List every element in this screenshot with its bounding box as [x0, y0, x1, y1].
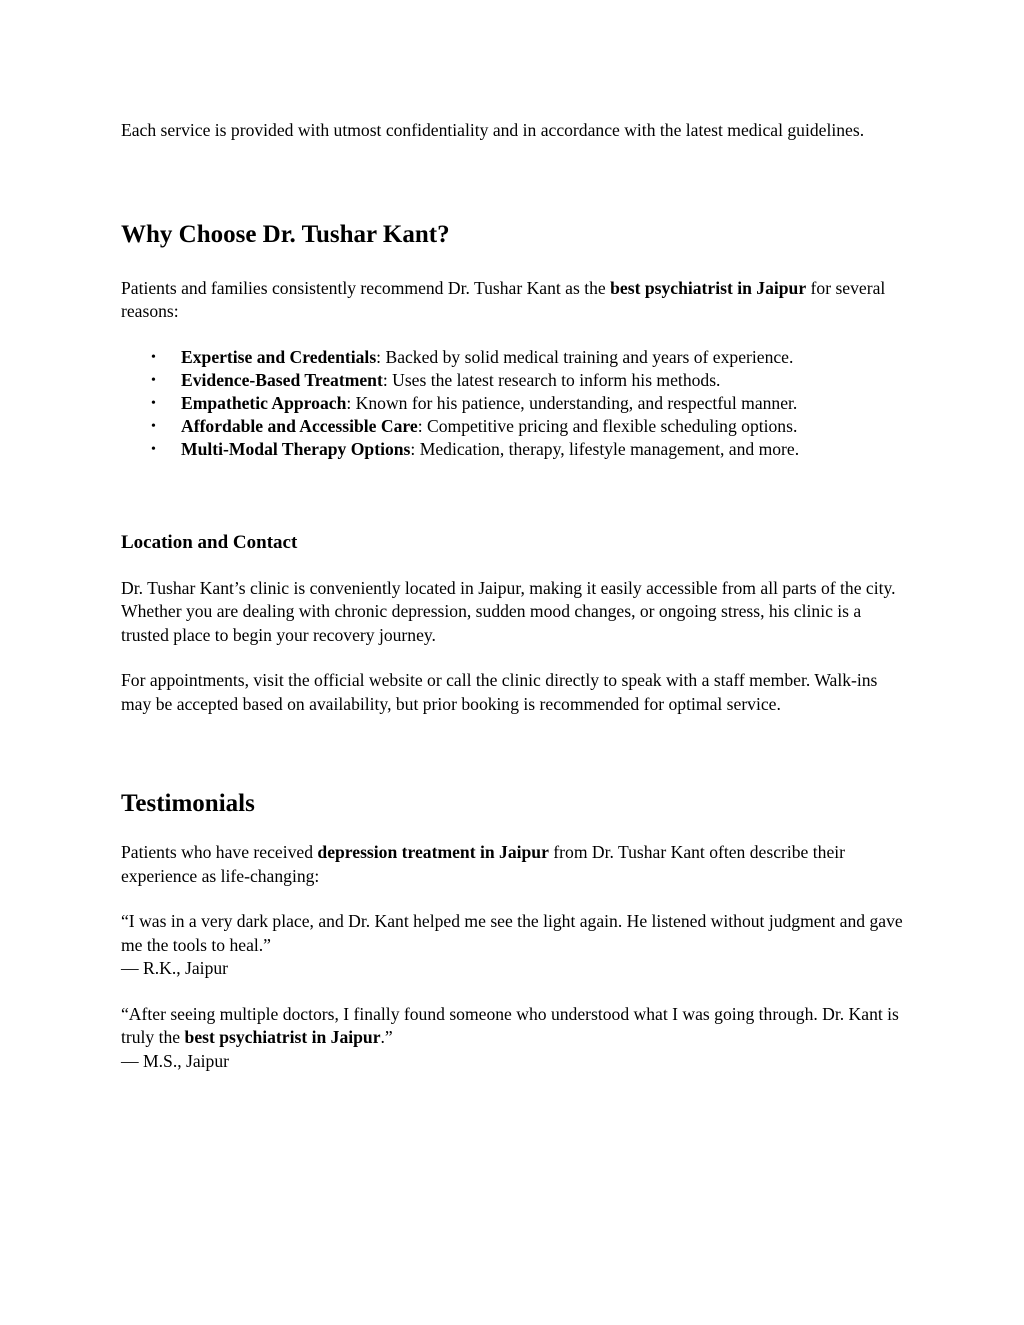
testimonial-quote [121, 1003, 911, 1074]
reason-text: : Known for his patience, understanding, and respectful manner. [346, 392, 798, 413]
list-item [151, 369, 911, 392]
quote-text: “After seeing multiple doctors, I finally found someone who understood what I was going through. Dr. Kant is truly the [121, 1003, 899, 1048]
list-item [151, 346, 911, 369]
reason-text: : Competitive pricing and flexible scheduling options. [417, 416, 798, 437]
testimonials-lead-bold: depression treatment in Jaipur [317, 842, 549, 863]
quote-author: — M.S., Jaipur [121, 1050, 230, 1071]
bullet-icon: • [151, 395, 156, 411]
reason-title: Evidence-Based Treatment [181, 369, 383, 390]
reason-title: Affordable and Accessible Care [181, 416, 418, 437]
why-lead-bold: best psychiatrist in Jaipur [610, 277, 807, 298]
testimonials-lead [121, 841, 911, 888]
location-paragraph-1: Dr. Tushar Kant’s clinic is conveniently located in Jaipur, making it easily accessible from all parts of the city. Whether you are dealing with chronic depression, sudden mood changes, or ongoing stress, his clinic is a trusted place to begin your recovery journey. [121, 577, 896, 645]
testimonials-lead-tail: from Dr. Tushar Kant often describe their experience as life-changing: [121, 842, 846, 886]
why-choose-heading: Why Choose Dr. Tushar Kant? [121, 220, 450, 248]
quote-bold: best psychiatrist in Jaipur [184, 1027, 381, 1048]
intro-paragraph: Each service is provided with utmost confidentiality and in accordance with the latest medical guidelines. [121, 120, 865, 140]
why-lead-text: Patients and families consistently recommend Dr. Tushar Kant as the [121, 277, 611, 298]
list-item [151, 392, 911, 415]
reason-text: : Uses the latest research to inform his methods. [382, 369, 721, 390]
why-lead-tail: for several reasons: [121, 277, 886, 321]
quote-text: “I was in a very dark place, and Dr. Kant helped me see the light again. He listened without judgment and gave me the tools to heal.” [121, 911, 903, 955]
testimonial-quote [121, 910, 911, 981]
reason-text: : Backed by solid medical training and years of experience. [376, 346, 794, 367]
testimonials-lead-text: Patients who have received [121, 842, 318, 863]
list-item [151, 415, 911, 438]
testimonials-heading: Testimonials [121, 790, 255, 818]
reason-title: Expertise and Credentials [181, 346, 377, 367]
list-item [151, 438, 911, 461]
location-heading: Location and Contact [121, 531, 298, 553]
reasons-list [121, 346, 911, 462]
quote-tail: .” [380, 1027, 393, 1048]
reason-text: : Medication, therapy, lifestyle management, and more. [410, 439, 800, 460]
quote-author: — R.K., Jaipur [121, 958, 229, 979]
bullet-icon: • [151, 442, 156, 458]
bullet-icon: • [151, 372, 156, 388]
why-choose-lead [121, 277, 911, 324]
document-page [121, 119, 911, 1073]
reason-title: Multi-Modal Therapy Options [181, 439, 411, 460]
location-paragraph-2: For appointments, visit the official website or call the clinic directly to speak with a staff member. Walk-ins may be accepted based on availability, but prior booking is recommended for optimal service. [121, 670, 878, 714]
reason-title: Empathetic Approach [181, 392, 347, 413]
bullet-icon: • [151, 419, 156, 435]
bullet-icon: • [151, 349, 156, 365]
